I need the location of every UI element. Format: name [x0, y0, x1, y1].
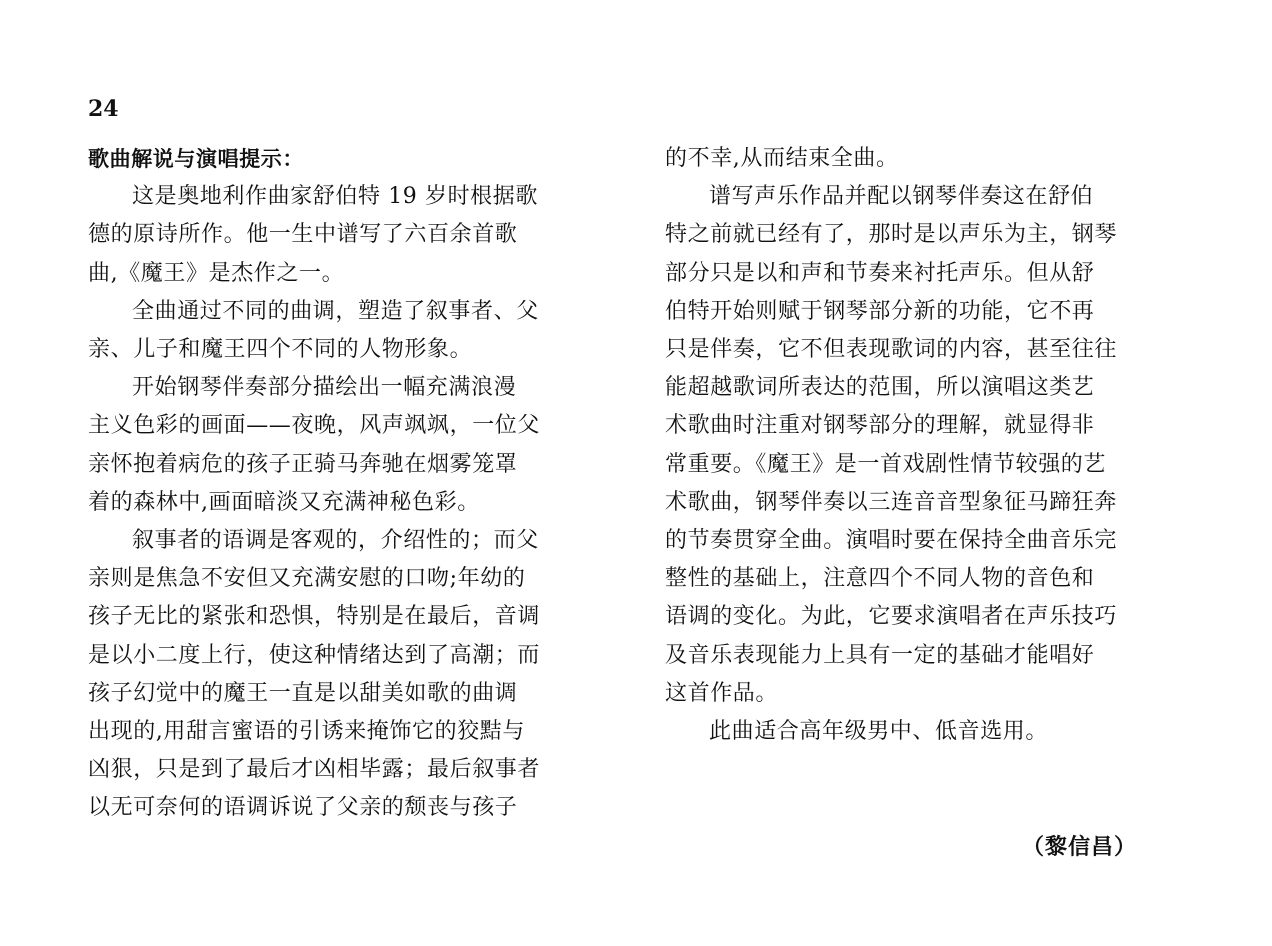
- paragraph-characters: [88, 293, 618, 369]
- text-line: 整性的基础上，注意四个不同人物的音色和: [665, 566, 1095, 592]
- text-line: 凶狠，只是到了最后才凶相毕露；最后叙事者: [88, 757, 541, 783]
- text-line: 谱写声乐作品并配以钢琴伴奏这在舒伯: [709, 184, 1094, 210]
- text-line: 特之前就已经有了，那时是以声乐为主，钢琴: [665, 222, 1118, 248]
- text-line: 能超越歌词所表达的范围，所以演唱这类艺: [665, 375, 1095, 401]
- text-line: 及音乐表现能力上具有一定的基础才能唱好: [665, 642, 1095, 668]
- text-line: 以无可奈何的语调诉说了父亲的颓丧与孩子: [88, 795, 518, 821]
- text-line: 只是伴奏，它不但表现歌词的内容，甚至往往: [665, 337, 1118, 363]
- paragraph-intro: [88, 178, 618, 293]
- text-line: 部分只是以和声和节奏来衬托声乐。但从舒: [665, 260, 1095, 286]
- paragraph-narrator: [88, 522, 618, 828]
- paragraph-piano-opening: [88, 369, 618, 522]
- text-line: 这首作品。: [665, 680, 779, 706]
- text-line: 此曲适合高年级男中、低音选用。: [709, 719, 1049, 745]
- left-column: [88, 140, 618, 828]
- text-line: 的不幸,从而结束全曲。: [665, 146, 899, 171]
- text-line: 亲怀抱着病危的孩子正骑马奔驰在烟雾笼罩: [88, 451, 518, 477]
- text-line: 术歌曲，钢琴伴奏以三连音音型象征马蹄狂奔: [665, 489, 1118, 515]
- text-line: 亲则是焦急不安但又充满安慰的口吻;年幼的: [88, 566, 526, 592]
- text-line: 曲,《魔王》是杰作之一。: [88, 260, 345, 286]
- text-line: 这是奥地利作曲家舒伯特 19 岁时根据歌: [132, 184, 538, 210]
- text-line: 开始钢琴伴奏部分描绘出一幅充满浪漫: [132, 375, 517, 401]
- text-line: 的节奏贯穿全曲。演唱时要在保持全曲音乐完: [665, 528, 1118, 554]
- right-column: [665, 140, 1195, 751]
- text-line: 德的原诗所作。他一生中谱写了六百余首歌: [88, 222, 518, 248]
- paragraph-piano-role: [665, 178, 1195, 713]
- author-signature: （黎信昌）: [1022, 834, 1138, 860]
- text-line: 伯特开始则赋于钢琴部分新的功能，它不再: [665, 298, 1095, 324]
- text-line: 常重要。《魔王》是一首戏剧性情节较强的艺: [665, 451, 1107, 477]
- text-line: 出现的,用甜言蜜语的引诱来掩饰它的狡黠与: [88, 719, 525, 745]
- text-line: 孩子无比的紧张和恐惧，特别是在最后，音调: [88, 604, 541, 630]
- continuation-line: [665, 140, 1195, 178]
- text-line: 术歌曲时注重对钢琴部分的理解，就显得非: [665, 413, 1095, 439]
- section-heading: 歌曲解说与演唱提示：: [88, 146, 304, 171]
- text-line: 叙事者的语调是客观的，介绍性的；而父: [132, 528, 539, 554]
- text-line: 是以小二度上行，使这种情绪达到了高潮；而: [88, 642, 541, 668]
- text-line: 孩子幻觉中的魔王一直是以甜美如歌的曲调: [88, 680, 518, 706]
- page-number: 24: [88, 96, 119, 122]
- text-line: 着的森林中,画面暗淡又充满神秘色彩。: [88, 489, 480, 515]
- paragraph-recommendation: [665, 713, 1195, 751]
- text-line: 语调的变化。为此，它要求演唱者在声乐技巧: [665, 604, 1118, 630]
- text-line: 主义色彩的画面——夜晚，风声飒飒，一位父: [88, 413, 541, 439]
- text-line: 全曲通过不同的曲调，塑造了叙事者、父: [132, 298, 539, 324]
- text-line: 亲、儿子和魔王四个不同的人物形象。: [88, 337, 473, 363]
